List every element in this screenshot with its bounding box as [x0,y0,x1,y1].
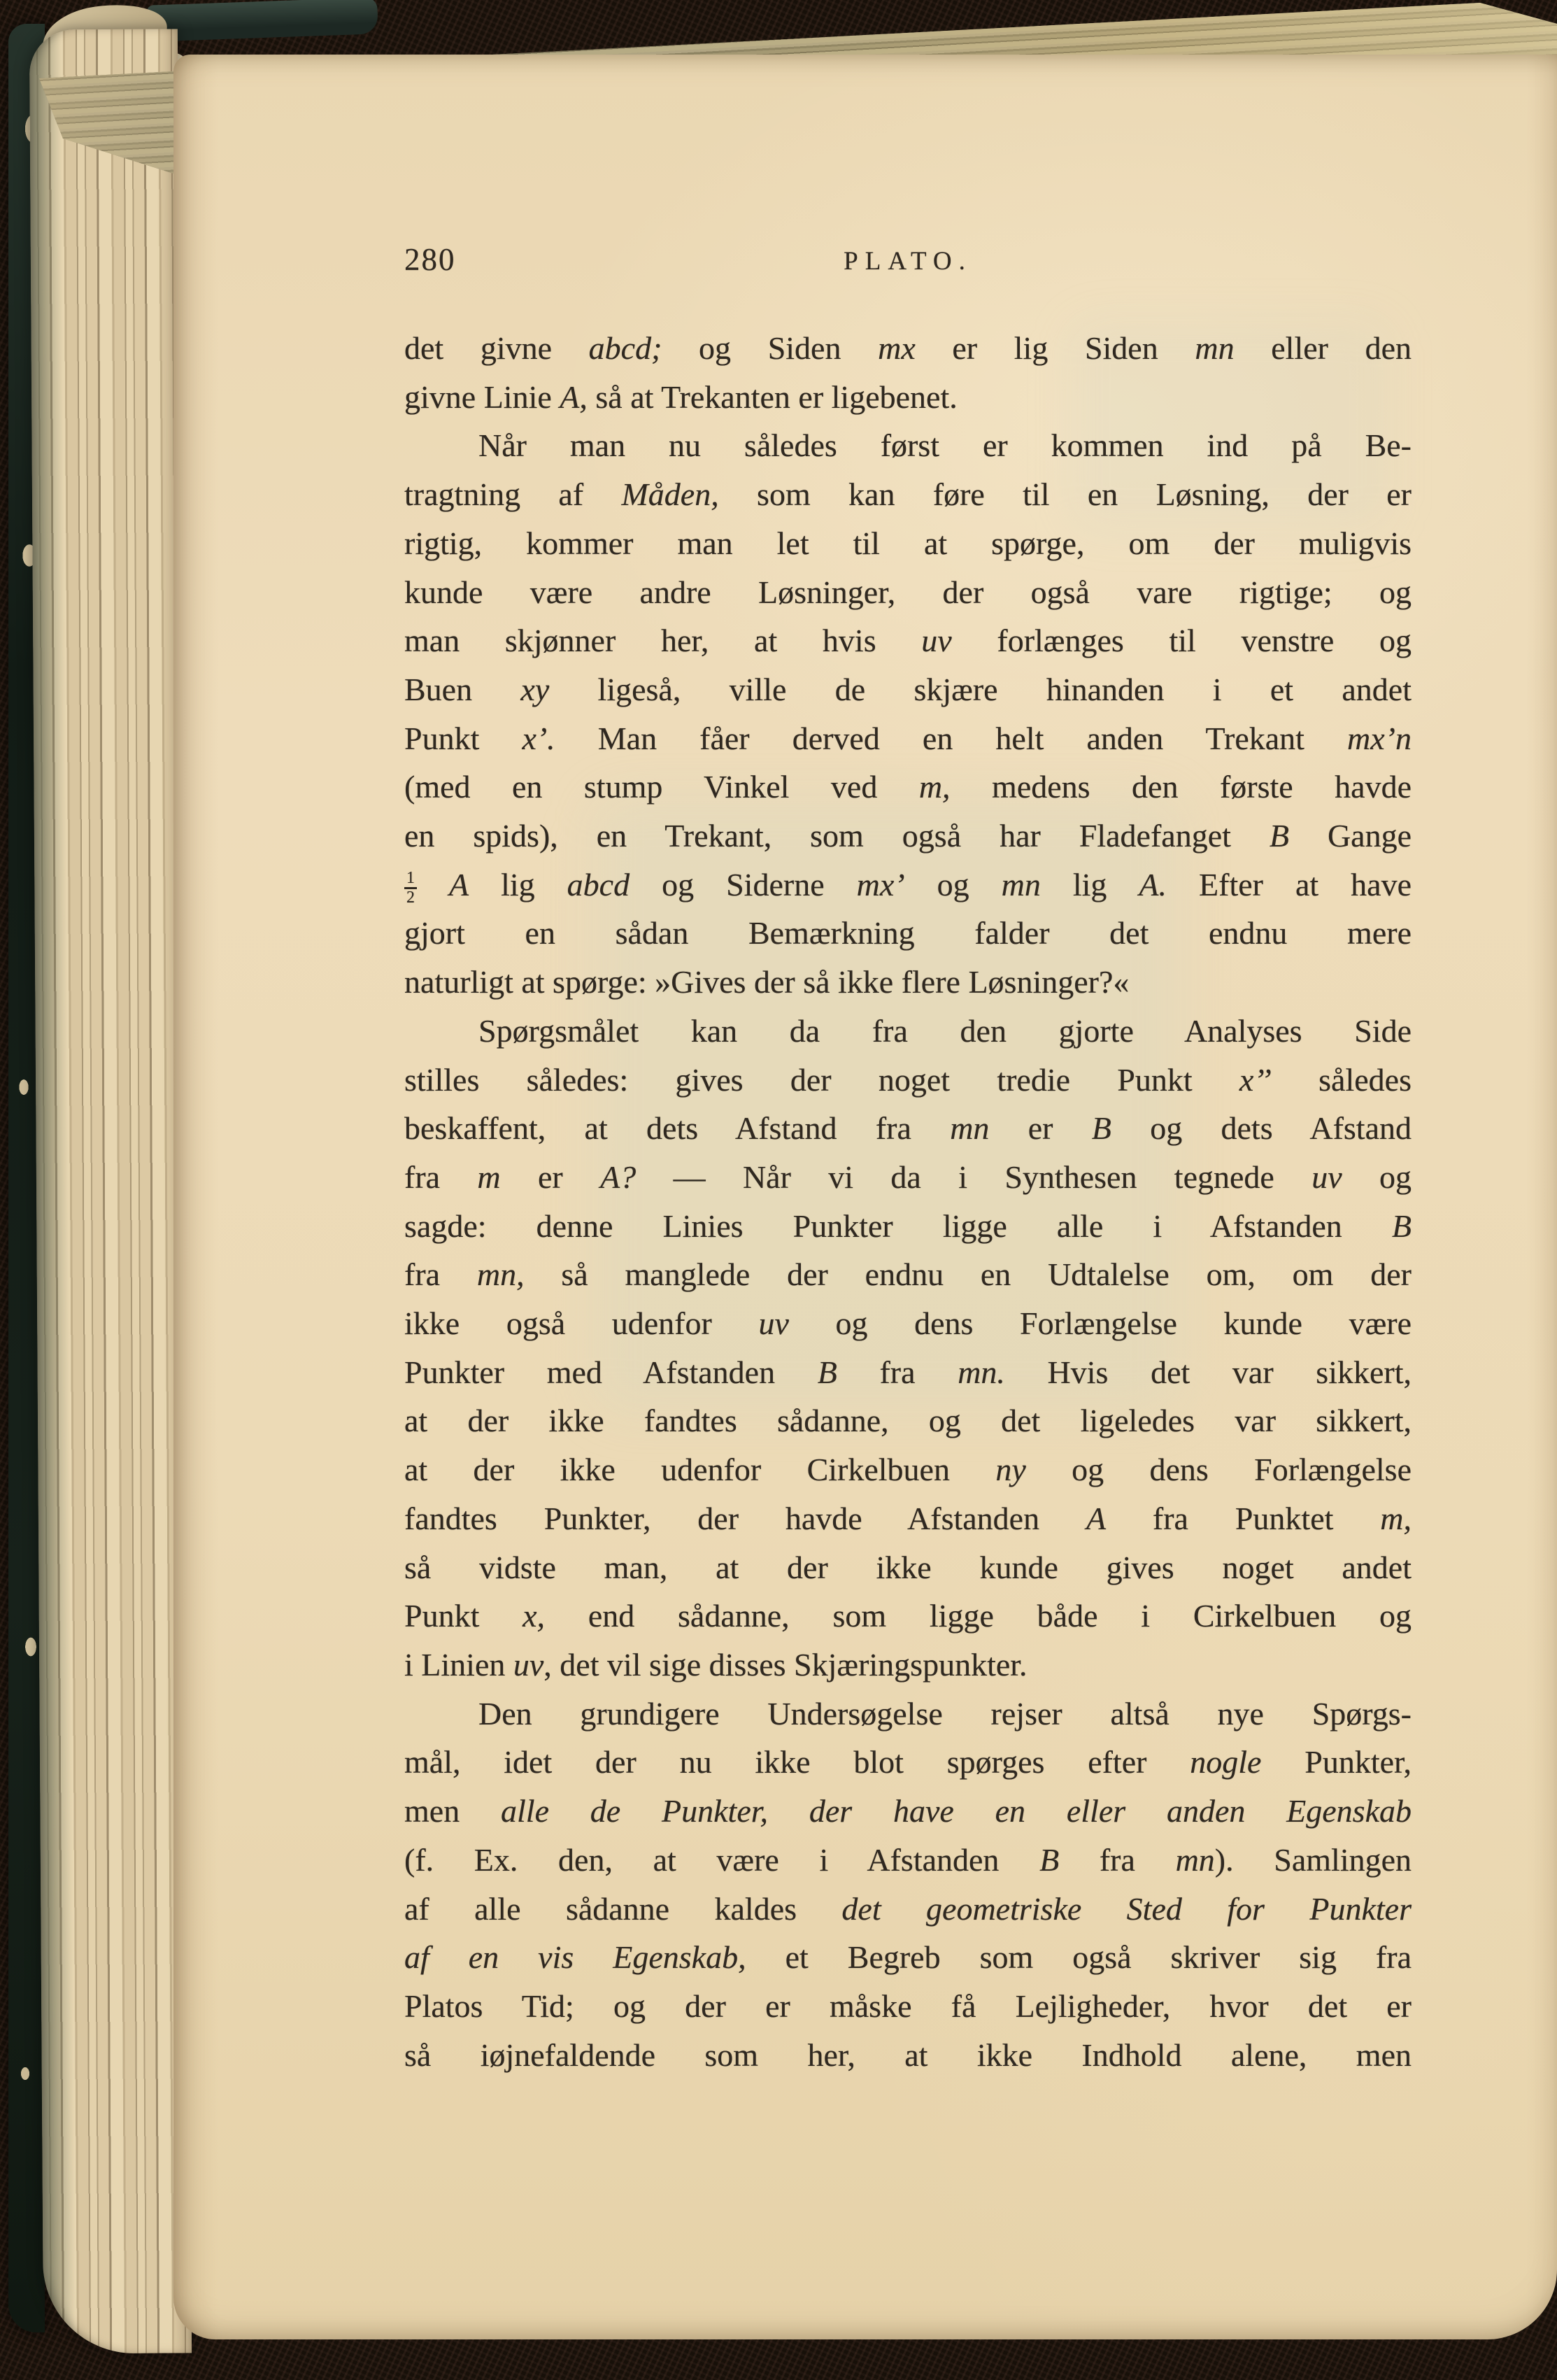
text-line: Punkt x, end sådanne, som ligge både i Cirkelbuen og [404,1598,1412,1634]
text-line: sagde: denne Linies Punkter ligge alle i Afstanden B [404,1207,1412,1244]
page-content [404,241,1412,2079]
text-line: fandtes Punkter, der havde Afstanden A fra Punktet m, [404,1500,1412,1536]
page-header [404,241,1412,285]
text-line: beskaffent, at dets Afstand fra mn er B og dets Afstand [404,1110,1412,1147]
text-block [404,324,1412,2079]
text-line: så iøjnefaldende som her, at ikke Indhold alene, men [404,2037,1412,2073]
text-line: (med en stump Vinkel ved m, medens den første havde [404,769,1412,805]
text-line: i Linien uv, det vil sige disses Skjæringspunkter. [404,1646,1028,1683]
text-line: Når man nu således først er kommen ind på Be- [478,427,1412,464]
text-line: givne Linie A, så at Trekanten er ligebenet. [404,378,958,415]
text-line: Punkter med Afstanden B fra mn. Hvis det var sikkert, [404,1354,1412,1390]
text-line: rigtig, kommer man let til at spørge, om der muligvis [404,525,1412,561]
text-line: det givne abcd; og Siden mx er lig Siden mn eller den [404,330,1412,366]
page-number: 280 [404,242,456,277]
text-line: stilles således: gives der noget tredie Punkt x’’ således [404,1061,1412,1098]
text-line: Den grundigere Undersøgelse rejser altså nye Spørgs- [478,1695,1412,1731]
text-line: tragtning af Måden, som kan føre til en Løsning, der er [404,476,1412,513]
text-line: $\frac{1}{2}$ A lig abcd og Siderne mx’ og mn lig A. Efter at have [404,860,1412,909]
text-line: Buen xy ligeså, ville de skjære hinanden i et andet [404,671,1412,707]
text-line: en spids), en Trekant, som også har Fladefanget B Gange [404,818,1412,854]
book-page [173,55,1557,2339]
text-line: fra m er A? — Når vi da i Synthesen tegnede uv og [404,1159,1412,1195]
text-line: at der ikke fandtes sådanne, og det ligeledes var sikkert, [404,1403,1412,1439]
text-line: ikke også udenfor uv og dens Forlængelse kunde være [404,1305,1412,1342]
text-line: af alle sådanne kaldes det geometriske Sted for Punkter [404,1890,1412,1927]
text-line: at der ikke udenfor Cirkelbuen ny og dens Forlængelse [404,1452,1412,1488]
fraction-one-half: $\frac{1}{2}$ [404,870,417,907]
text-line: gjort en sådan Bemærkning falder det endnu mere [404,915,1412,951]
text-line: men alle de Punkter, der have en eller anden Egenskab [404,1793,1412,1829]
text-line: Punkt x’. Man fåer derved en helt anden Trekant mx’n [404,720,1412,756]
text-line: man skjønner her, at hvis uv forlænges til venstre og [404,623,1412,659]
text-line: fra mn, så manglede der endnu en Udtalelse om, om der [404,1256,1412,1293]
book-cover-top-edge [146,0,378,42]
text-line: Platos Tid; og der er måske få Lejligheder, hvor det er [404,1988,1412,2024]
book-left-page-edges [29,29,192,2353]
text-line: (f. Ex. den, at være i Afstanden B fra mn). Samlingen [404,1841,1412,1878]
text-line: Spørgsmålet kan da fra den gjorte Analyses Side [478,1012,1412,1049]
text-line: mål, idet der nu ikke blot spørges efter nogle Punkter, [404,1744,1412,1780]
text-line: kunde være andre Løsninger, der også vare rigtige; og [404,574,1412,610]
text-line: naturligt at spørge: »Gives der så ikke flere Løsninger?« [404,964,1130,1000]
text-line: af en vis Egenskab, et Begreb som også skriver sig fra [404,1939,1412,1976]
text-line: så vidste man, at der ikke kunde gives noget andet [404,1549,1412,1585]
running-title: PLATO. [844,247,972,276]
